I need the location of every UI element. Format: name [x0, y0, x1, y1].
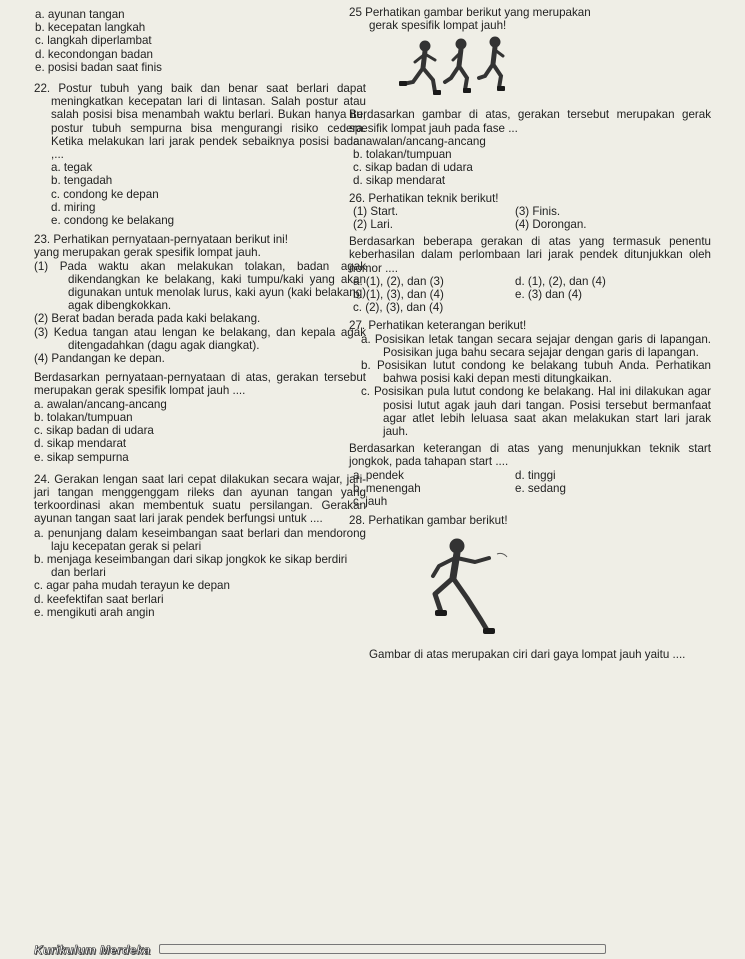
option[interactable]: c. sikap badan di udara [34, 424, 154, 438]
question-prompt: Berdasarkan pernyataan-pernyataan di atas, gerakan tersebut merupakan gerak spesifik lompat jauh .... [34, 371, 366, 398]
question-28 [345, 514, 711, 660]
statement: (2) Berat badan berada pada kaki belakang. [34, 312, 261, 326]
option[interactable]: b. menjaga keseimbangan dari sikap jongkok ke sikap berdiri dan berlari [34, 552, 348, 580]
runner-illustration [395, 32, 515, 108]
page-footer [34, 943, 714, 959]
option[interactable]: c. condong ke depan [51, 187, 159, 201]
long-jump-run-figure [349, 32, 711, 108]
option[interactable]: d. keefektifan saat berlari [34, 592, 164, 606]
statement: (3) Kedua tangan atau lengan ke belakang, dan kepala agak ditengadahkan (dagu agak diangkat). [34, 325, 366, 352]
question-27 [345, 319, 711, 508]
statement: (1) Pada waktu akan melakukan tolakan, badan agak dikendangkan ke belakang, kaki tumpu/kaki yang akan digunakan untuk menolak lurus, kaki ayun (kaki belakang) agak dibengkokkan. [34, 259, 366, 313]
option[interactable]: a. ayunan tangan [35, 8, 125, 21]
option[interactable]: e. mengikuti arah angin [34, 605, 155, 619]
question-prompt: Berdasarkan keterangan di atas yang menunjukkan teknik start jongkok, pada tahapan start .... [349, 442, 711, 469]
question-text: 24. Gerakan lengan saat lari cepat dilakukan secara wajar, jari-jari tangan menggenggam rileks dan ayunan tangan yang terkoordinasi akan membentuk suatu persilangan. Gerakan ayunan tangan saat lari jarak pendek berfungsi untuk .... [34, 472, 366, 526]
question-23 [34, 233, 366, 463]
question-text: 28. Perhatikan gambar berikut! [349, 514, 508, 528]
technique-item: (2) Lari. [353, 218, 393, 232]
option[interactable]: a. pendek [353, 468, 404, 482]
question-text-2: gerak spesifik lompat jauh! [369, 19, 507, 33]
technique-item: (4) Dorongan. [515, 218, 587, 232]
option[interactable]: c. langkah diperlambat [35, 34, 152, 48]
footer-bar [159, 944, 606, 954]
question-prompt: Gambar di atas merupakan ciri dari gaya lompat jauh yaitu .... [369, 647, 686, 661]
option[interactable]: b. tolakan/tumpuan [34, 410, 133, 424]
option[interactable]: e. (3) dan (4) [515, 288, 583, 302]
question-26 [345, 192, 711, 315]
question-text: 22. Postur tubuh yang baik dan benar saat berlari dapat meningkatkan kecepatan lari di lintasan. Salah postur atau salah posisi bisa menambah waktu berlari. Bukan hanya itu, postur tubuh sempurna bisa mengurangi risiko cedera. Ketika melakukan lari jarak pendek sebaiknya posisi badan ,... [34, 82, 366, 162]
right-column [345, 6, 711, 661]
question-prompt: Berdasarkan gambar di atas, gerakan tersebut merupakan gerak spesifik lompat jauh pada fase ... [349, 108, 711, 135]
option[interactable]: a. awalan/ancang-ancang [353, 134, 486, 148]
option[interactable]: d. kecondongan badan [35, 47, 153, 61]
option[interactable]: d. miring [51, 200, 96, 214]
option[interactable]: e. sikap sempurna [34, 450, 129, 464]
question-prompt: Berdasarkan beberapa gerakan di atas yang termasuk penentu keberhasilan dalam perlombaan lari jarak pendek ditunjukkan oleh nomor .... [349, 235, 711, 275]
option[interactable]: a. (1), (2), dan (3) [353, 274, 444, 288]
question-text: 25 Perhatikan gambar berikut yang merupakan [349, 6, 591, 19]
left-column [34, 8, 366, 619]
option[interactable]: d. tinggi [515, 468, 556, 482]
option[interactable]: b. (1), (3), dan (4) [353, 288, 444, 302]
question-25 [345, 6, 711, 188]
option[interactable]: c. agar paha mudah terayun ke depan [34, 579, 230, 593]
option[interactable]: a. tegak [51, 161, 93, 175]
statement: a. Posisikan letak tangan secara sejajar dengan garis di lapangan. Posisikan juga bahu secara sejajar dengan garis di lapangan. [361, 332, 711, 359]
question-22 [34, 82, 366, 227]
option[interactable]: b. tolakan/tumpuan [353, 148, 452, 162]
option[interactable]: c. sikap badan di udara [353, 161, 473, 175]
q21-options [34, 8, 366, 74]
technique-item: (1) Start. [353, 204, 399, 218]
option[interactable]: d. sikap mendarat [353, 174, 446, 188]
option[interactable]: e. posisi badan saat finis [35, 60, 162, 74]
statement: c. Posisikan pula lutut condong ke belakang. Hal ini dilakukan agar posisi lutut agak jauh dari tangan. Posisi tersebut bermanfaat agar atlet lebih leluasa saat akan melakukan start lari jarak jauh. [361, 385, 711, 439]
option[interactable]: a. penunjang dalam keseimbangan saat berlari dan mendorong laju kecepatan gerak si pelari [34, 526, 366, 553]
technique-item: (3) Finis. [515, 204, 561, 218]
option[interactable]: a. awalan/ancang-ancang [34, 397, 167, 411]
option[interactable]: d. sikap mendarat [34, 437, 127, 451]
option[interactable]: b. kecepatan langkah [35, 21, 146, 35]
option[interactable]: c. jauh [353, 495, 388, 509]
question-text: 26. Perhatikan teknik berikut! [349, 191, 499, 205]
statement: b. Posisikan lutut condong ke belakang tubuh Anda. Perhatikan bahwa posisi kaki depan mesti ditungkaikan. [361, 359, 711, 386]
option[interactable]: b. menengah [353, 481, 421, 495]
long-jump-air-figure [349, 528, 711, 646]
option[interactable]: e. condong ke belakang [51, 214, 175, 228]
jumper-illustration [405, 532, 535, 650]
option[interactable]: b. tengadah [51, 174, 113, 188]
option[interactable]: d. (1), (2), dan (4) [515, 274, 606, 288]
curriculum-brand-logo: Kurikulum Merdeka [34, 942, 151, 957]
statement: (4) Pandangan ke depan. [34, 352, 165, 366]
option[interactable]: c. (2), (3), dan (4) [353, 301, 444, 315]
question-text: 23. Perhatikan pernyataan-pernyataan berikut ini! [34, 233, 288, 247]
question-24 [34, 473, 366, 619]
question-subtitle: yang merupakan gerak spesifik lompat jauh. [34, 246, 261, 260]
question-text: 27. Perhatikan keterangan berikut! [349, 319, 527, 333]
option[interactable]: e. sedang [515, 481, 566, 495]
